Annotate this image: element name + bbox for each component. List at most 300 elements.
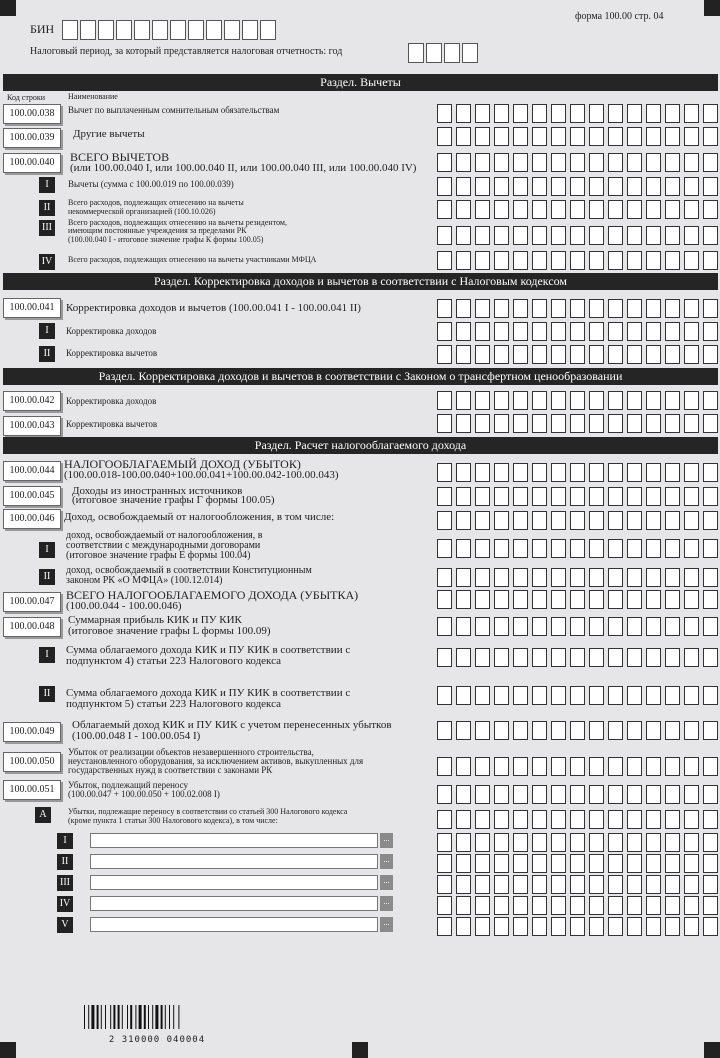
digit-cell[interactable] [475,757,490,776]
digit-cell[interactable] [475,896,490,915]
digit-cell[interactable] [513,345,528,364]
digit-cell[interactable] [589,568,604,587]
digit-cell[interactable] [665,568,680,587]
digit-cell[interactable] [532,177,547,196]
value-cells-040-III[interactable] [437,226,720,245]
digit-cell[interactable] [494,568,509,587]
digit-cell[interactable] [665,833,680,852]
digit-cell[interactable] [608,200,623,219]
digit-cell[interactable] [684,568,699,587]
digit-cell[interactable] [608,104,623,123]
digit-cell[interactable] [475,617,490,636]
digit-cell[interactable] [608,810,623,829]
digit-cell[interactable] [684,414,699,433]
digit-cell[interactable] [646,539,661,558]
value-cells-sub-IV[interactable] [437,896,720,915]
digit-cell[interactable] [494,299,509,318]
digit-cell[interactable] [532,463,547,482]
digit-cell[interactable] [646,896,661,915]
digit-cell[interactable] [646,785,661,804]
digit-cell[interactable] [589,299,604,318]
value-cells-sub-III[interactable] [437,875,720,894]
digit-cell[interactable] [570,686,585,705]
digit-cell[interactable] [570,226,585,245]
digit-cell[interactable] [570,539,585,558]
value-cells-048-II[interactable] [437,686,720,705]
digit-cell[interactable] [475,568,490,587]
digit-cell[interactable] [437,177,452,196]
digit-cell[interactable] [703,648,718,667]
digit-cell[interactable] [532,127,547,146]
digit-cell[interactable] [532,539,547,558]
digit-cell[interactable] [684,617,699,636]
digit-cell[interactable] [570,487,585,506]
digit-cell[interactable] [532,590,547,609]
digit-cell[interactable] [532,322,547,341]
digit-cell[interactable] [532,875,547,894]
value-cells-040[interactable] [437,153,720,172]
digit-cell[interactable] [665,721,680,740]
value-cells-051[interactable] [437,785,720,804]
digit-cell[interactable] [475,648,490,667]
digit-cell[interactable] [513,686,528,705]
digit-cell[interactable] [456,177,471,196]
sub-row-input-IV[interactable] [90,896,378,911]
digit-cell[interactable] [646,414,661,433]
digit-cell[interactable] [475,153,490,172]
digit-cell[interactable] [608,177,623,196]
digit-cell[interactable] [627,299,642,318]
digit-cell[interactable] [494,104,509,123]
digit-cell[interactable] [608,345,623,364]
digit-cell[interactable] [570,757,585,776]
digit-cell[interactable] [570,345,585,364]
digit-cell[interactable] [665,917,680,936]
digit-cell[interactable] [494,511,509,530]
digit-cell[interactable] [646,757,661,776]
digit-cell[interactable] [437,648,452,667]
digit-cell[interactable] [494,322,509,341]
digit-cell[interactable] [475,463,490,482]
sub-row-ellipsis-button-V[interactable]: ... [380,917,393,932]
digit-cell[interactable] [646,127,661,146]
digit-cell[interactable] [494,391,509,410]
digit-cell[interactable] [589,854,604,873]
digit-cell[interactable] [646,590,661,609]
digit-cell[interactable] [494,590,509,609]
digit-cell[interactable] [513,721,528,740]
digit-cell[interactable] [456,917,471,936]
digit-cell[interactable] [551,757,566,776]
value-cells-047[interactable] [437,590,720,609]
digit-cell[interactable] [684,226,699,245]
digit-cell[interactable] [589,917,604,936]
digit-cell[interactable] [456,686,471,705]
digit-cell[interactable] [608,299,623,318]
digit-cell[interactable] [627,648,642,667]
digit-cell[interactable] [627,511,642,530]
sub-row-ellipsis-button-IV[interactable]: ... [380,896,393,911]
digit-cell[interactable] [513,568,528,587]
digit-cell[interactable] [456,896,471,915]
digit-cell[interactable] [684,686,699,705]
digit-cell[interactable] [646,463,661,482]
digit-cell[interactable] [494,345,509,364]
digit-cell[interactable] [456,648,471,667]
digit-cell[interactable] [570,617,585,636]
digit-cell[interactable] [456,127,471,146]
digit-cell[interactable] [570,810,585,829]
digit-cell[interactable] [684,896,699,915]
value-cells-050[interactable] [437,757,720,776]
sub-row-input-II[interactable] [90,854,378,869]
digit-cell[interactable] [513,200,528,219]
digit-cell[interactable] [532,686,547,705]
digit-cell[interactable] [703,414,718,433]
digit-cell[interactable] [684,810,699,829]
digit-cell[interactable] [475,917,490,936]
digit-cell[interactable] [684,345,699,364]
digit-cell[interactable] [665,153,680,172]
digit-cell[interactable] [589,810,604,829]
digit-cell[interactable] [456,757,471,776]
digit-cell[interactable] [665,177,680,196]
digit-cell[interactable] [551,810,566,829]
digit-cell[interactable] [570,463,585,482]
digit-cell[interactable] [532,104,547,123]
digit-cell[interactable] [437,345,452,364]
digit-cell[interactable] [513,896,528,915]
digit-cell[interactable] [684,463,699,482]
digit-cell[interactable] [627,686,642,705]
digit-cell[interactable] [665,875,680,894]
digit-cell[interactable] [570,177,585,196]
digit-cell[interactable] [494,487,509,506]
digit-cell[interactable] [589,539,604,558]
value-cells-043[interactable] [437,414,720,433]
digit-cell[interactable] [665,539,680,558]
digit-cell[interactable] [703,487,718,506]
digit-cell[interactable] [684,648,699,667]
digit-cell[interactable] [456,414,471,433]
digit-cell[interactable] [570,414,585,433]
digit-cell[interactable] [608,590,623,609]
digit-cell[interactable] [513,648,528,667]
digit-cell[interactable] [494,875,509,894]
digit-cell[interactable] [684,721,699,740]
digit-cell[interactable] [437,391,452,410]
digit-cell[interactable] [627,568,642,587]
digit-cell[interactable] [551,104,566,123]
digit-cell[interactable] [494,757,509,776]
value-cells-040-IV[interactable] [437,251,720,270]
digit-cell[interactable] [513,299,528,318]
digit-cell[interactable] [551,463,566,482]
digit-cell[interactable] [513,177,528,196]
digit-cell[interactable] [532,391,547,410]
digit-cell[interactable] [608,757,623,776]
digit-cell[interactable] [703,345,718,364]
value-cells-048-I[interactable] [437,648,720,667]
digit-cell[interactable] [627,414,642,433]
digit-cell[interactable] [608,391,623,410]
digit-cell[interactable] [627,810,642,829]
digit-cell[interactable] [532,568,547,587]
digit-cell[interactable] [665,590,680,609]
value-cells-sub-V[interactable] [437,917,720,936]
digit-cell[interactable] [589,511,604,530]
digit-cell[interactable] [570,322,585,341]
digit-cell[interactable] [551,487,566,506]
digit-cell[interactable] [532,785,547,804]
digit-cell[interactable] [703,917,718,936]
digit-cell[interactable] [665,810,680,829]
digit-cell[interactable] [437,200,452,219]
digit-cell[interactable] [551,322,566,341]
digit-cell[interactable] [646,511,661,530]
digit-cell[interactable] [684,511,699,530]
digit-cell[interactable] [665,757,680,776]
digit-cell[interactable] [608,686,623,705]
digit-cell[interactable] [684,875,699,894]
digit-cell[interactable] [513,539,528,558]
digit-cell[interactable] [646,153,661,172]
digit-cell[interactable] [532,511,547,530]
digit-cell[interactable] [608,487,623,506]
digit-cell[interactable] [513,854,528,873]
digit-cell[interactable] [627,854,642,873]
digit-cell[interactable] [513,757,528,776]
digit-cell[interactable] [608,875,623,894]
digit-cell[interactable] [475,511,490,530]
digit-cell[interactable] [475,200,490,219]
digit-cell[interactable] [703,226,718,245]
digit-cell[interactable] [456,251,471,270]
digit-cell[interactable] [646,345,661,364]
digit-cell[interactable] [627,153,642,172]
digit-cell[interactable] [703,104,718,123]
digit-cell[interactable] [570,200,585,219]
digit-cell[interactable] [532,345,547,364]
digit-cell[interactable] [703,757,718,776]
digit-cell[interactable] [475,345,490,364]
digit-cell[interactable] [475,539,490,558]
digit-cell[interactable] [437,757,452,776]
value-cells-041-II[interactable] [437,345,720,364]
digit-cell[interactable] [437,511,452,530]
digit-cell[interactable] [589,617,604,636]
digit-cell[interactable] [475,487,490,506]
digit-cell[interactable] [684,757,699,776]
digit-cell[interactable] [646,251,661,270]
digit-cell[interactable] [513,322,528,341]
digit-cell[interactable] [513,391,528,410]
digit-cell[interactable] [494,686,509,705]
digit-cell[interactable] [608,917,623,936]
digit-cell[interactable] [703,590,718,609]
digit-cell[interactable] [437,463,452,482]
digit-cell[interactable] [456,539,471,558]
digit-cell[interactable] [475,127,490,146]
digit-cell[interactable] [475,299,490,318]
digit-cell[interactable] [589,463,604,482]
digit-cell[interactable] [570,721,585,740]
digit-cell[interactable] [665,896,680,915]
digit-cell[interactable] [627,875,642,894]
digit-cell[interactable] [551,127,566,146]
digit-cell[interactable] [627,127,642,146]
digit-cell[interactable] [551,590,566,609]
digit-cell[interactable] [513,617,528,636]
digit-cell[interactable] [494,251,509,270]
digit-cell[interactable] [703,127,718,146]
digit-cell[interactable] [570,568,585,587]
digit-cell[interactable] [608,648,623,667]
digit-cell[interactable] [456,487,471,506]
digit-cell[interactable] [589,686,604,705]
digit-cell[interactable] [646,568,661,587]
value-cells-041-I[interactable] [437,322,720,341]
digit-cell[interactable] [608,463,623,482]
digit-cell[interactable] [703,617,718,636]
digit-cell[interactable] [437,299,452,318]
digit-cell[interactable] [646,875,661,894]
digit-cell[interactable] [570,391,585,410]
digit-cell[interactable] [475,391,490,410]
digit-cell[interactable] [589,322,604,341]
digit-cell[interactable] [646,686,661,705]
digit-cell[interactable] [646,833,661,852]
digit-cell[interactable] [551,917,566,936]
digit-cell[interactable] [437,833,452,852]
digit-cell[interactable] [551,226,566,245]
value-cells-038[interactable] [437,104,720,123]
value-cells-044[interactable] [437,463,720,482]
digit-cell[interactable] [513,511,528,530]
digit-cell[interactable] [437,854,452,873]
digit-cell[interactable] [551,833,566,852]
sub-row-input-III[interactable] [90,875,378,890]
digit-cell[interactable] [475,854,490,873]
digit-cell[interactable] [684,833,699,852]
digit-cell[interactable] [646,810,661,829]
digit-cell[interactable] [570,875,585,894]
digit-cell[interactable] [513,875,528,894]
digit-cell[interactable] [532,200,547,219]
digit-cell[interactable] [684,200,699,219]
digit-cell[interactable] [589,648,604,667]
digit-cell[interactable] [494,896,509,915]
digit-cell[interactable] [551,511,566,530]
digit-cell[interactable] [475,875,490,894]
digit-cell[interactable] [437,414,452,433]
digit-cell[interactable] [570,590,585,609]
digit-cell[interactable] [551,251,566,270]
digit-cell[interactable] [570,833,585,852]
digit-cell[interactable] [665,251,680,270]
digit-cell[interactable] [684,153,699,172]
digit-cell[interactable] [703,322,718,341]
digit-cell[interactable] [551,854,566,873]
digit-cell[interactable] [532,414,547,433]
digit-cell[interactable] [532,487,547,506]
digit-cell[interactable] [627,251,642,270]
digit-cell[interactable] [627,785,642,804]
digit-cell[interactable] [456,511,471,530]
digit-cell[interactable] [646,104,661,123]
value-cells-041[interactable] [437,299,720,318]
digit-cell[interactable] [589,226,604,245]
digit-cell[interactable] [684,104,699,123]
digit-cell[interactable] [570,785,585,804]
digit-cell[interactable] [437,875,452,894]
value-cells-040-II[interactable] [437,200,720,219]
digit-cell[interactable] [475,810,490,829]
digit-cell[interactable] [551,177,566,196]
digit-cell[interactable] [608,833,623,852]
digit-cell[interactable] [570,299,585,318]
value-cells-046[interactable] [437,511,720,530]
digit-cell[interactable] [646,299,661,318]
digit-cell[interactable] [532,810,547,829]
digit-cell[interactable] [608,511,623,530]
digit-cell[interactable] [494,617,509,636]
digit-cell[interactable] [589,104,604,123]
digit-cell[interactable] [570,896,585,915]
digit-cell[interactable] [665,686,680,705]
digit-cell[interactable] [475,785,490,804]
digit-cell[interactable] [703,896,718,915]
digit-cell[interactable] [589,896,604,915]
digit-cell[interactable] [513,810,528,829]
digit-cell[interactable] [475,177,490,196]
digit-cell[interactable] [608,785,623,804]
digit-cell[interactable] [684,539,699,558]
digit-cell[interactable] [437,539,452,558]
digit-cell[interactable] [703,568,718,587]
digit-cell[interactable] [608,539,623,558]
digit-cell[interactable] [437,251,452,270]
digit-cell[interactable] [589,177,604,196]
digit-cell[interactable] [665,200,680,219]
digit-cell[interactable] [494,785,509,804]
digit-cell[interactable] [665,391,680,410]
digit-cell[interactable] [551,896,566,915]
digit-cell[interactable] [532,251,547,270]
digit-cell[interactable] [437,590,452,609]
digit-cell[interactable] [627,200,642,219]
digit-cell[interactable] [665,414,680,433]
digit-cell[interactable] [475,104,490,123]
digit-cell[interactable] [665,487,680,506]
value-cells-048[interactable] [437,617,720,636]
digit-cell[interactable] [532,757,547,776]
digit-cell[interactable] [456,721,471,740]
digit-cell[interactable] [513,917,528,936]
digit-cell[interactable] [646,617,661,636]
digit-cell[interactable] [646,721,661,740]
sub-row-input-I[interactable] [90,833,378,848]
digit-cell[interactable] [513,226,528,245]
digit-cell[interactable] [627,539,642,558]
digit-cell[interactable] [703,721,718,740]
digit-cell[interactable] [551,414,566,433]
digit-cell[interactable] [627,345,642,364]
digit-cell[interactable] [570,917,585,936]
digit-cell[interactable] [551,568,566,587]
digit-cell[interactable] [703,391,718,410]
digit-cell[interactable] [456,568,471,587]
